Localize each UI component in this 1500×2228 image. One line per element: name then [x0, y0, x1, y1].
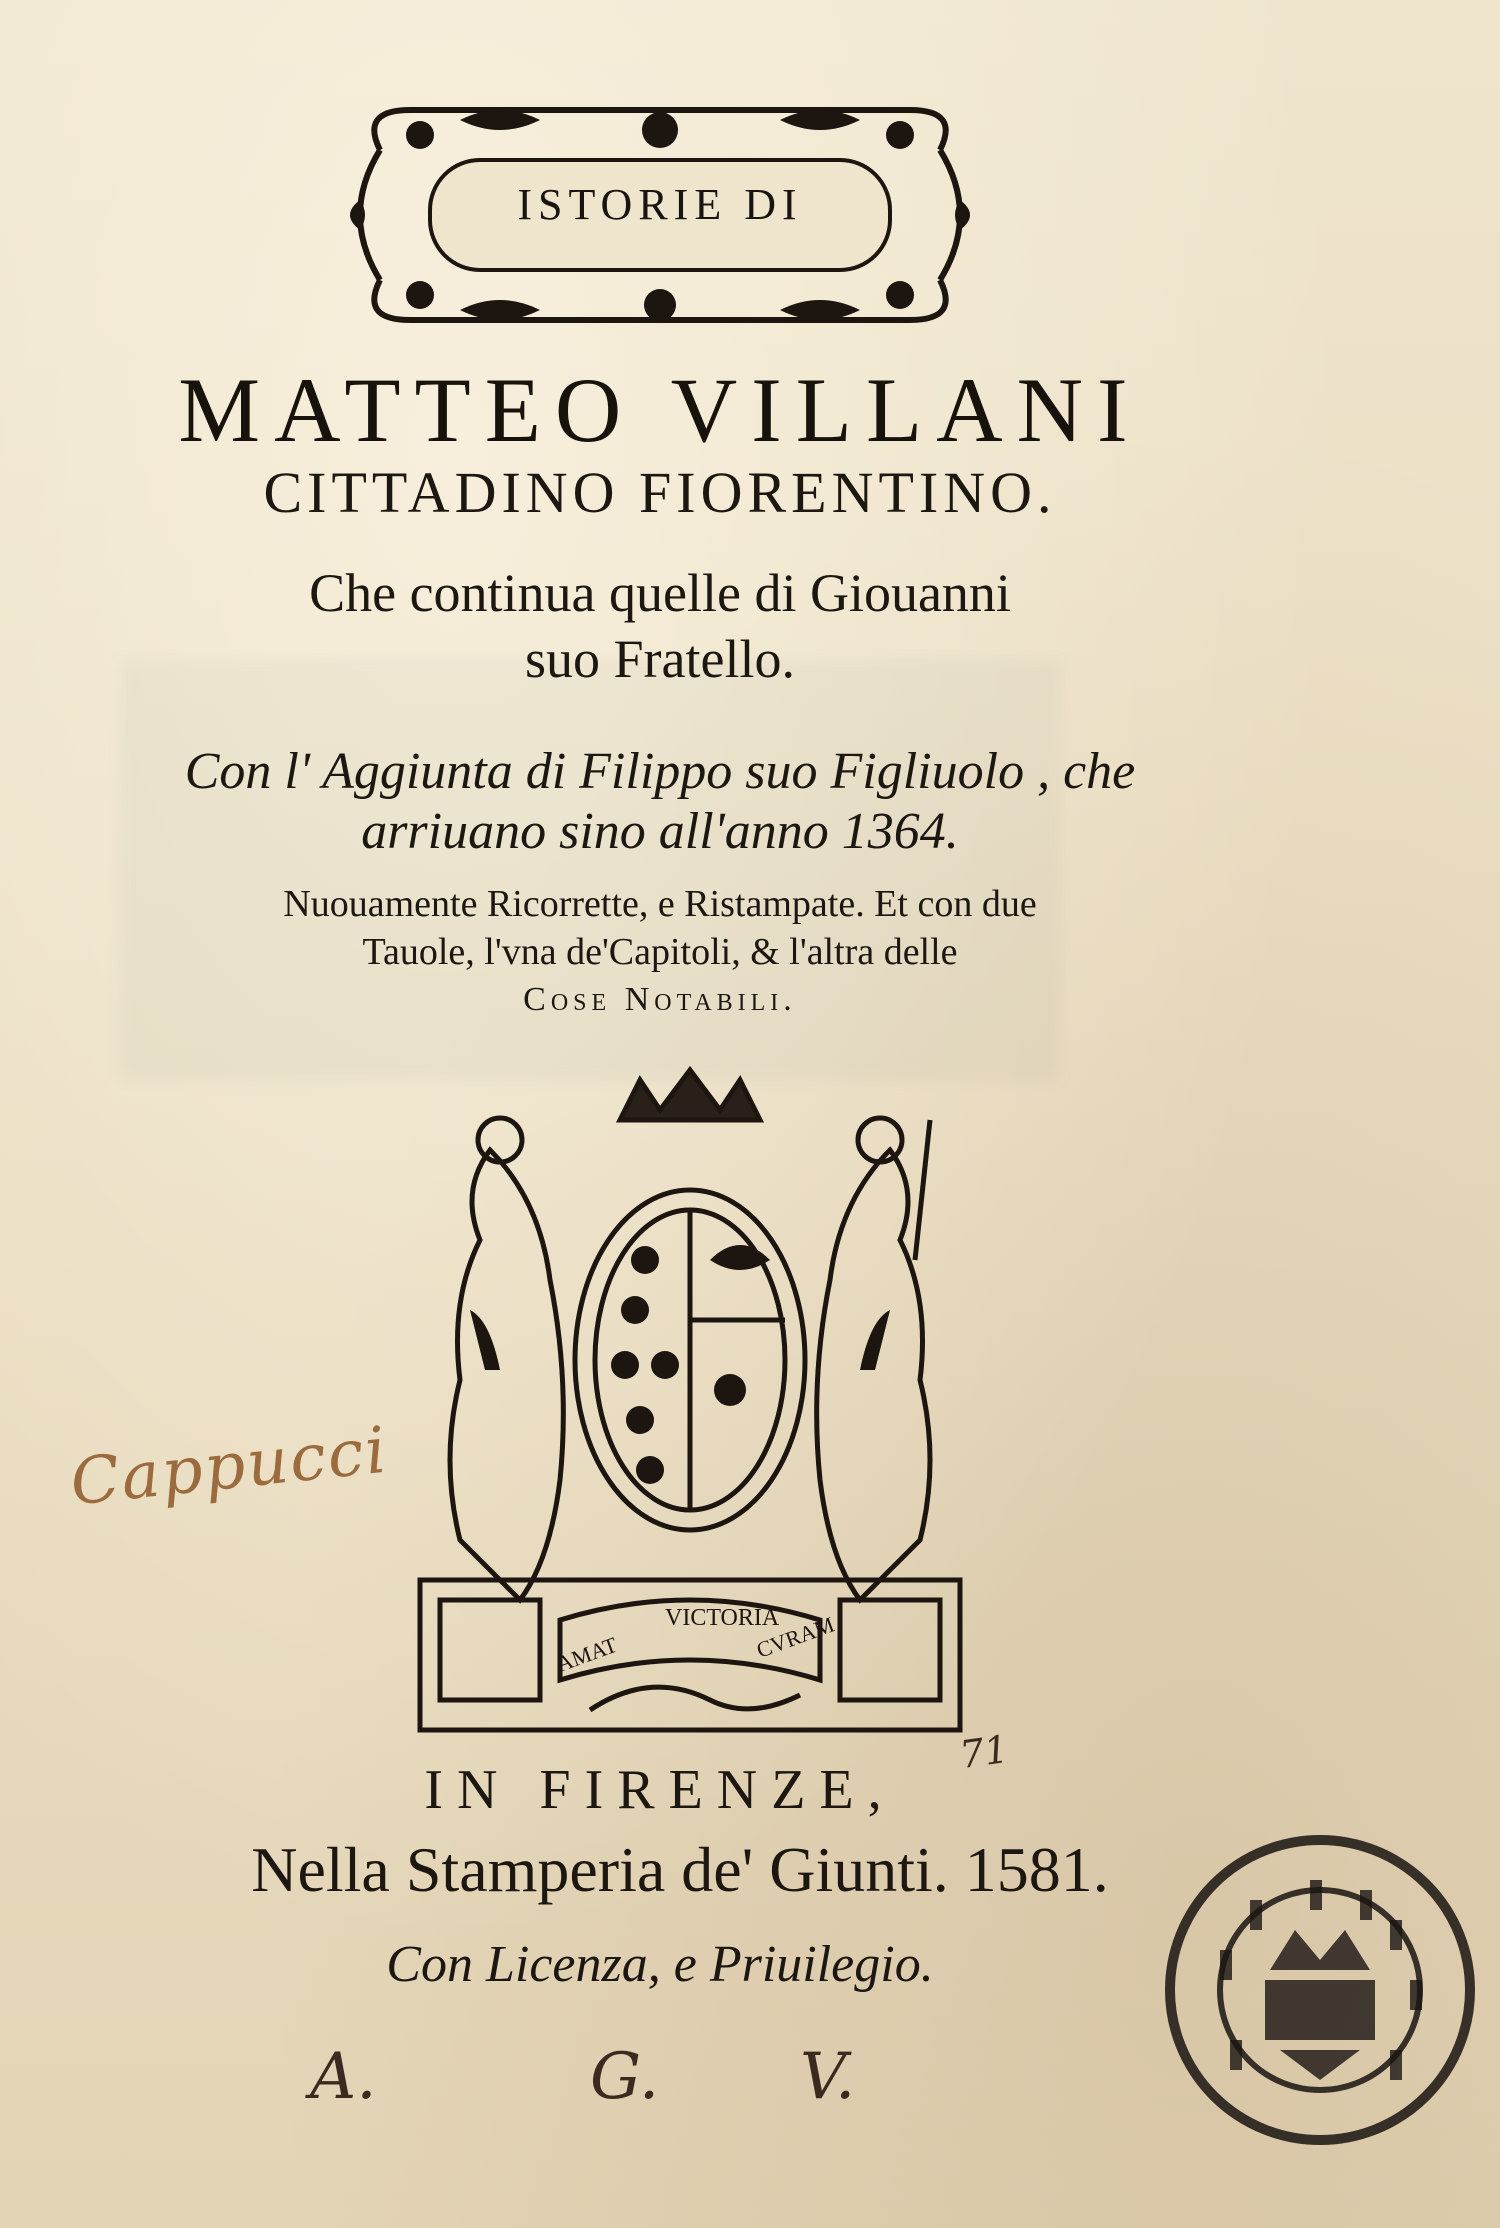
- author-name: MATTEO VILLANI: [178, 359, 1142, 461]
- handwritten-initial-g: G.: [590, 2040, 660, 2114]
- handwritten-signature: Cappucci: [67, 1413, 392, 1521]
- emblem-banner-left: AMAT: [553, 1631, 621, 1677]
- revision-line-2: Tauole, l'vna de'Capitoli, & l'altra delle: [362, 931, 958, 973]
- emblem-banner-right: CVRAM: [753, 1611, 838, 1663]
- cartouche-title: ISTORIE DI: [517, 180, 803, 229]
- imprint-place: IN FIRENZE,: [424, 1759, 896, 1821]
- addition-line-1: Con l' Aggiunta di Filippo suo Figliuolo , che: [184, 743, 1136, 800]
- revision-line-1: Nuouamente Ricorrette, e Ristampate. Et con due: [283, 883, 1037, 925]
- emblem-banner-top: VICTORIA: [665, 1605, 780, 1631]
- library-stamp-icon: [1150, 1820, 1490, 2160]
- coat-of-arms-woodcut: [410, 1060, 970, 1740]
- author-subtitle: CITTADINO FIORENTINO.: [263, 460, 1057, 525]
- imprint-press: Nella Stamperia de' Giunti. 1581.: [251, 1834, 1109, 1905]
- revision-line-3: Cose Notabili.: [523, 981, 797, 1018]
- handwritten-note: 71: [957, 1726, 1012, 1778]
- continuation-line-1: Che continua quelle di Giouanni: [309, 563, 1011, 623]
- handwritten-initial-a: A.: [310, 2040, 377, 2114]
- handwritten-initial-v: V.: [800, 2040, 856, 2114]
- imprint-license: Con Licenza, e Priuilegio.: [386, 1936, 934, 1993]
- addition-line-2: arriuano sino all'anno 1364.: [361, 803, 959, 860]
- continuation-line-2: suo Fratello.: [525, 629, 795, 689]
